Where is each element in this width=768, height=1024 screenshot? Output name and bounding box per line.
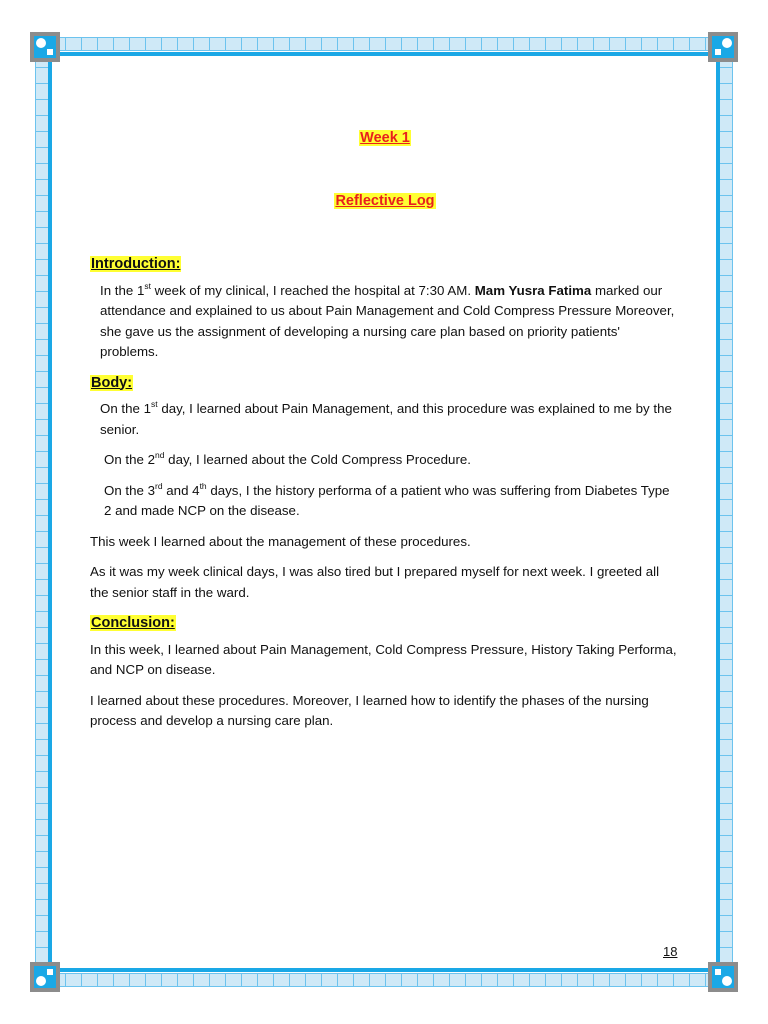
corner-ornament-bottom-right	[708, 962, 738, 992]
subtitle-block	[90, 191, 680, 212]
border-bottom-strip	[50, 973, 718, 987]
page-title: Week 1	[360, 130, 410, 146]
conclusion-heading-block	[90, 613, 680, 634]
introduction-paragraph: In the 1st week of my clinical, I reached the hospital at 7:30 AM. Mam Yusra Fatima marked our attendance and explained to us about Pain Management and Cold Compress Pressure Moreover, she gave us the assignment of developing a nursing care plan based on priority patients' problems.	[100, 280, 675, 359]
border-top-strip	[50, 37, 718, 51]
corner-ornament-top-right	[708, 32, 738, 62]
body-paragraph-4: This week I learned about the management of these procedures.	[90, 533, 471, 549]
border-right-strip	[719, 52, 733, 972]
corner-ornament-top-left	[30, 32, 60, 62]
body-heading: Body:	[91, 374, 133, 391]
document-body	[90, 118, 680, 742]
border-left-strip	[35, 52, 49, 972]
body-paragraph-3: On the 3rd and 4th days, I the history performa of a patient who was suffering from Diabetes Type 2 and made NCP on the disease.	[104, 480, 670, 518]
body-heading-block	[90, 373, 680, 394]
border-inner-left	[48, 52, 52, 972]
introduction-heading-block	[90, 254, 680, 275]
body-paragraph-1: On the 1st day, I learned about Pain Management, and this procedure was explained to me by the senior.	[100, 399, 672, 437]
introduction-heading: Introduction:	[91, 256, 181, 272]
conclusion-paragraph-2: I learned about these procedures. Moreover, I learned how to identify the phases of the nursing process and develop a nursing care plan.	[90, 692, 649, 728]
conclusion-paragraph-1: In this week, I learned about Pain Management, Cold Compress Pressure, History Taking Performa, and NCP on disease.	[90, 641, 677, 677]
corner-ornament-bottom-left	[30, 962, 60, 992]
instructor-name: Mam Yusra Fatima	[474, 282, 592, 298]
border-inner-bottom	[48, 968, 720, 972]
title-block	[90, 128, 680, 149]
conclusion-heading: Conclusion:	[91, 615, 175, 631]
border-inner-right	[716, 52, 720, 972]
body-paragraph-5: As it was my week clinical days, I was also tired but I prepared myself for next week. I greeted all the senior staff in the ward.	[90, 564, 660, 600]
border-inner-top	[48, 52, 720, 56]
page-number: 18	[663, 944, 678, 959]
body-paragraph-2: On the 2nd day, I learned about the Cold Compress Procedure.	[104, 450, 471, 467]
page-subtitle: Reflective Log	[335, 192, 435, 209]
